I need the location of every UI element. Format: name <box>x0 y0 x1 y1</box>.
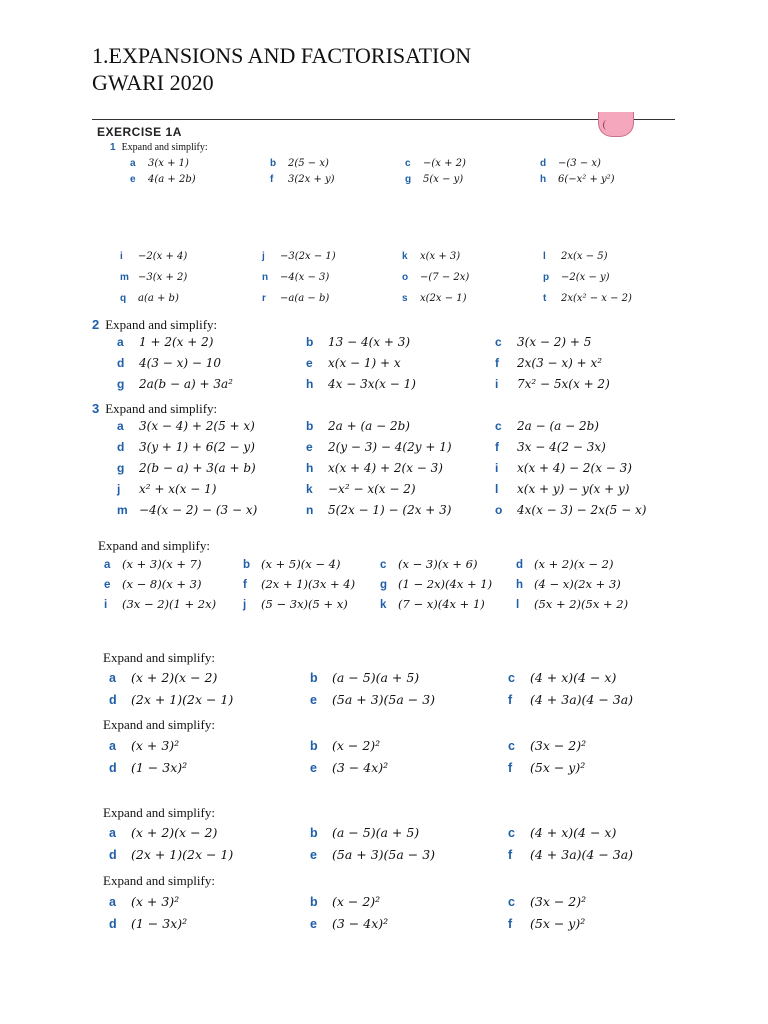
exercise-item-e <box>310 916 388 932</box>
exercise-item-b <box>306 335 410 350</box>
exercise-item-d <box>117 356 221 371</box>
item-expression: (4 + 3a)(4 − 3a) <box>530 847 634 862</box>
exercise-item-e <box>310 692 435 708</box>
exercise-item-g <box>117 377 233 392</box>
exercise-item-k <box>380 597 485 611</box>
item-expression: (3x − 2)² <box>530 738 587 753</box>
question-heading <box>110 142 208 153</box>
exercise-item-l <box>495 482 629 497</box>
item-label: f <box>495 356 499 370</box>
item-expression: 2a + (a − 2b) <box>328 419 410 433</box>
item-label: h <box>306 377 314 391</box>
item-expression: x(x + 4) − 2(x − 3) <box>517 461 632 475</box>
exercise-item-l <box>543 251 608 262</box>
item-expression: 6(−x² + y²) <box>558 174 615 185</box>
exercise-item-o <box>402 272 469 283</box>
exercise-item-r <box>262 293 329 304</box>
exercise-item-d <box>109 916 187 932</box>
exercise-item-i <box>120 251 187 262</box>
item-label: f <box>508 848 513 862</box>
item-label: l <box>516 599 520 611</box>
item-expression: 2(5 − x) <box>288 158 329 169</box>
exercise-item-a <box>109 670 217 686</box>
exercise-item-b <box>310 738 380 754</box>
item-expression: (1 − 2x)(4x + 1) <box>398 577 493 591</box>
item-expression: 2x(3 − x) + x² <box>517 356 603 370</box>
question-instruction: Expand and simplify: <box>103 717 215 732</box>
item-label: a <box>104 559 111 571</box>
exercise-item-b <box>310 894 380 910</box>
item-expression: (5a + 3)(5a − 3) <box>332 692 436 707</box>
exercise-item-d <box>540 158 601 169</box>
exercise-item-d <box>109 760 187 776</box>
item-label: a <box>130 158 136 169</box>
item-label: j <box>243 599 247 611</box>
item-expression: (x − 8)(x + 3) <box>122 577 202 591</box>
question-instruction: Expand and simplify: <box>103 650 215 665</box>
exercise-item-f <box>508 760 585 776</box>
exercise-item-c <box>508 670 616 686</box>
item-expression: 5(2x − 1) − (2x + 3) <box>328 503 452 517</box>
exercise-item-q <box>120 293 179 304</box>
item-label: a <box>109 826 116 840</box>
item-label: k <box>402 251 408 262</box>
exercise-item-e <box>310 847 435 863</box>
item-expression: 3(y + 1) + 6(2 − y) <box>139 440 255 454</box>
item-label: b <box>306 335 314 349</box>
item-expression: −2(x − y) <box>561 272 610 283</box>
exercise-heading: EXERCISE 1A <box>97 125 182 139</box>
exercise-item-f <box>495 440 606 455</box>
item-label: e <box>104 579 111 591</box>
exercise-item-e <box>310 760 388 776</box>
item-label: k <box>306 482 313 496</box>
document-title <box>92 42 471 96</box>
item-label: t <box>543 293 547 304</box>
exercise-item-h <box>306 377 416 392</box>
item-expression: −4(x − 3) <box>280 272 330 283</box>
item-label: c <box>405 158 411 169</box>
item-expression: (5x − y)² <box>530 916 586 931</box>
item-label: f <box>495 440 499 454</box>
exercise-item-m <box>117 503 257 518</box>
item-expression: (4 − x)(2x + 3) <box>534 577 621 591</box>
item-label: h <box>516 579 524 591</box>
exercise-item-e <box>306 356 401 371</box>
question-heading <box>92 317 217 333</box>
item-label: d <box>516 559 524 571</box>
exercise-item-c <box>508 894 586 910</box>
item-expression: (x − 2)² <box>332 738 381 753</box>
item-expression: (x + 5)(x − 4) <box>261 557 341 571</box>
exercise-item-a <box>117 335 213 350</box>
item-expression: 2x(x − 5) <box>561 251 608 262</box>
item-label: a <box>117 335 124 349</box>
item-label: e <box>310 761 317 775</box>
item-expression: 2(b − a) + 3(a + b) <box>139 461 256 475</box>
exercise-item-n <box>306 503 452 518</box>
item-expression: (7 − x)(4x + 1) <box>398 597 485 611</box>
item-label: c <box>380 559 387 571</box>
item-label: d <box>109 848 117 862</box>
item-expression: 13 − 4(x + 3) <box>328 335 411 349</box>
item-label: e <box>310 917 317 931</box>
item-expression: 7x² − 5x(x + 2) <box>517 377 610 391</box>
item-label: j <box>262 251 265 262</box>
question-instruction: Expand and simplify: <box>103 805 215 820</box>
question-number: 2 <box>92 317 100 332</box>
item-label: k <box>380 599 387 611</box>
exercise-item-i <box>495 461 632 476</box>
item-expression: x² + x(x − 1) <box>139 482 217 496</box>
question-heading <box>98 538 210 554</box>
exercise-item-h <box>540 174 615 185</box>
exercise-item-c <box>495 335 591 350</box>
item-label: i <box>120 251 123 262</box>
item-label: m <box>117 503 128 517</box>
item-expression: −3(x + 2) <box>138 272 188 283</box>
exercise-item-c <box>405 158 466 169</box>
question-heading <box>103 650 215 666</box>
item-label: e <box>130 174 136 185</box>
exercise-item-d <box>109 847 233 863</box>
exercise-item-j <box>262 251 336 262</box>
exercise-item-g <box>380 577 492 591</box>
item-expression: 4(a + 2b) <box>148 174 196 185</box>
item-label: h <box>306 461 314 475</box>
item-expression: (4 + 3a)(4 − 3a) <box>530 692 634 707</box>
item-expression: a(a + b) <box>138 293 179 304</box>
item-expression: (3 − 4x)² <box>332 760 389 775</box>
exercise-item-g <box>117 461 256 476</box>
exercise-item-e <box>306 440 452 455</box>
exercise-item-a <box>109 825 217 841</box>
item-expression: (3x − 2)(1 + 2x) <box>122 597 217 611</box>
item-label: c <box>508 826 515 840</box>
item-expression: −x² − x(x − 2) <box>328 482 416 496</box>
item-label: f <box>243 579 247 591</box>
item-label: n <box>306 503 314 517</box>
item-expression: (x + 2)(x − 2) <box>131 825 218 840</box>
item-expression: (5a + 3)(5a − 3) <box>332 847 436 862</box>
item-expression: (a − 5)(a + 5) <box>332 825 420 840</box>
item-label: m <box>120 272 129 283</box>
item-label: j <box>117 482 121 496</box>
exercise-item-c <box>508 825 616 841</box>
item-label: d <box>109 761 117 775</box>
item-expression: 4(3 − x) − 10 <box>139 356 222 370</box>
item-expression: −(7 − 2x) <box>420 272 470 283</box>
item-label: s <box>402 293 408 304</box>
exercise-item-a <box>109 738 179 754</box>
item-expression: (1 − 3x)² <box>131 916 188 931</box>
item-label: d <box>109 693 117 707</box>
question-number: 3 <box>92 401 100 416</box>
exercise-item-j <box>117 482 216 497</box>
exercise-item-f <box>508 916 585 932</box>
question-instruction: Expand and simplify: <box>98 538 210 553</box>
item-label: e <box>306 356 313 370</box>
item-expression: (4 + x)(4 − x) <box>530 825 617 840</box>
item-label: c <box>495 335 502 349</box>
item-label: l <box>495 482 499 496</box>
exercise-item-s <box>402 293 467 304</box>
item-label: d <box>109 917 117 931</box>
exercise-item-k <box>306 482 416 497</box>
item-expression: (x + 3)² <box>131 894 180 909</box>
header-rule <box>92 119 675 120</box>
exercise-item-a <box>130 158 189 169</box>
item-label: o <box>402 272 409 283</box>
exercise-item-h <box>516 577 621 591</box>
item-label: f <box>508 693 513 707</box>
item-label: b <box>270 158 277 169</box>
item-label: g <box>117 377 125 391</box>
exercise-item-n <box>262 272 329 283</box>
item-label: c <box>508 895 515 909</box>
exercise-item-b <box>310 670 419 686</box>
item-expression: (2x + 1)(3x + 4) <box>261 577 356 591</box>
exercise-item-b <box>310 825 419 841</box>
item-expression: 4x(x − 3) − 2x(5 − x) <box>517 503 647 517</box>
item-label: a <box>117 419 124 433</box>
item-expression: (5x + 2)(5x + 2) <box>534 597 629 611</box>
item-expression: x(x + y) − y(x + y) <box>517 482 630 496</box>
exercise-item-f <box>495 356 602 371</box>
item-expression: −a(a − b) <box>280 293 330 304</box>
question-heading <box>92 401 217 417</box>
exercise-item-a <box>117 419 255 434</box>
exercise-item-l <box>516 597 628 611</box>
item-expression: x(2x − 1) <box>420 293 467 304</box>
exercise-item-a <box>109 894 179 910</box>
exercise-item-d <box>117 440 255 455</box>
item-label: c <box>508 671 515 685</box>
item-expression: (x + 2)(x − 2) <box>131 670 218 685</box>
exercise-item-b <box>270 158 329 169</box>
item-label: d <box>117 356 125 370</box>
exercise-item-t <box>543 293 632 304</box>
item-label: d <box>540 158 547 169</box>
item-label: f <box>508 761 513 775</box>
item-expression: −2(x + 4) <box>138 251 188 262</box>
exercise-item-o <box>495 503 646 518</box>
exercise-item-f <box>270 174 335 185</box>
item-expression: 3(x − 4) + 2(5 + x) <box>139 419 255 433</box>
item-label: i <box>495 377 499 391</box>
item-label: f <box>270 174 274 185</box>
item-label: g <box>117 461 125 475</box>
item-label: a <box>109 671 116 685</box>
exercise-item-d <box>516 557 613 571</box>
item-expression: 2a(b − a) + 3a² <box>139 377 233 391</box>
item-label: i <box>495 461 499 475</box>
exercise-item-f <box>243 577 355 591</box>
question-instruction: Expand and simplify: <box>121 142 208 153</box>
item-label: o <box>495 503 503 517</box>
exercise-item-k <box>402 251 460 262</box>
pink-mascot-image <box>598 112 634 137</box>
title-line-2: GWARI 2020 <box>92 70 214 95</box>
item-label: c <box>495 419 502 433</box>
item-label: a <box>109 739 116 753</box>
item-label: p <box>543 272 550 283</box>
item-label: e <box>306 440 313 454</box>
item-expression: (x + 3)(x + 7) <box>122 557 202 571</box>
item-expression: (5 − 3x)(5 + x) <box>261 597 348 611</box>
item-expression: −(x + 2) <box>423 158 466 169</box>
exercise-item-f <box>508 692 633 708</box>
item-label: b <box>310 895 318 909</box>
exercise-item-c <box>495 419 599 434</box>
item-expression: (3 − 4x)² <box>332 916 389 931</box>
question-number: 1 <box>110 142 116 153</box>
item-expression: (x − 2)² <box>332 894 381 909</box>
item-label: b <box>243 559 251 571</box>
question-heading <box>103 873 215 889</box>
question-instruction: Expand and simplify: <box>105 317 218 332</box>
item-expression: (5x − y)² <box>530 760 586 775</box>
question-instruction: Expand and simplify: <box>103 873 215 888</box>
item-label: r <box>262 293 266 304</box>
item-expression: x(x − 1) + x <box>328 356 401 370</box>
item-label: b <box>310 826 318 840</box>
item-expression: 3(2x + y) <box>288 174 335 185</box>
exercise-item-c <box>380 557 477 571</box>
exercise-item-e <box>130 174 196 185</box>
item-label: l <box>543 251 546 262</box>
item-expression: (a − 5)(a + 5) <box>332 670 420 685</box>
item-expression: 2a − (a − 2b) <box>517 419 599 433</box>
exercise-item-b <box>306 419 410 434</box>
item-label: b <box>310 739 318 753</box>
item-label: a <box>109 895 116 909</box>
exercise-item-j <box>243 597 348 611</box>
item-label: g <box>405 174 412 185</box>
item-expression: x(x + 4) + 2(x − 3) <box>328 461 443 475</box>
exercise-item-i <box>495 377 610 392</box>
item-label: f <box>508 917 513 931</box>
item-label: c <box>508 739 515 753</box>
item-expression: (1 − 3x)² <box>131 760 188 775</box>
item-label: n <box>262 272 269 283</box>
item-expression: 3(x − 2) + 5 <box>517 335 592 349</box>
item-label: b <box>310 671 318 685</box>
exercise-item-g <box>405 174 463 185</box>
item-expression: (x + 2)(x − 2) <box>534 557 614 571</box>
item-expression: (x − 3)(x + 6) <box>398 557 478 571</box>
exercise-item-e <box>104 577 201 591</box>
item-label: d <box>117 440 125 454</box>
item-expression: x(x + 3) <box>420 251 461 262</box>
item-label: e <box>310 848 317 862</box>
item-label: q <box>120 293 127 304</box>
item-expression: 1 + 2(x + 2) <box>139 335 214 349</box>
exercise-item-p <box>543 272 610 283</box>
item-label: g <box>380 579 388 591</box>
item-expression: (4 + x)(4 − x) <box>530 670 617 685</box>
item-expression: 4x − 3x(x − 1) <box>328 377 416 391</box>
exercise-item-c <box>508 738 586 754</box>
item-label: e <box>310 693 317 707</box>
item-label: i <box>104 599 108 611</box>
item-expression: (2x + 1)(2x − 1) <box>131 847 234 862</box>
exercise-item-f <box>508 847 633 863</box>
question-instruction: Expand and simplify: <box>105 401 218 416</box>
title-line-1: 1.EXPANSIONS AND FACTORISATION <box>92 43 472 68</box>
item-expression: −(3 − x) <box>558 158 601 169</box>
item-expression: 2x(x² − x − 2) <box>561 293 632 304</box>
exercise-item-d <box>109 692 233 708</box>
item-expression: −3(2x − 1) <box>280 251 336 262</box>
question-heading <box>103 717 215 733</box>
item-expression: 3(x + 1) <box>148 158 189 169</box>
exercise-item-i <box>104 597 216 611</box>
exercise-item-b <box>243 557 340 571</box>
exercise-item-a <box>104 557 201 571</box>
question-heading <box>103 805 215 821</box>
item-expression: 3x − 4(2 − 3x) <box>517 440 606 454</box>
item-label: h <box>540 174 547 185</box>
item-expression: 5(x − y) <box>423 174 464 185</box>
item-label: b <box>306 419 314 433</box>
item-expression: 2(y − 3) − 4(2y + 1) <box>328 440 452 454</box>
item-expression: (2x + 1)(2x − 1) <box>131 692 234 707</box>
item-expression: (3x − 2)² <box>530 894 587 909</box>
exercise-item-h <box>306 461 443 476</box>
item-expression: −4(x − 2) − (3 − x) <box>139 503 258 517</box>
item-expression: (x + 3)² <box>131 738 180 753</box>
exercise-item-m <box>120 272 187 283</box>
